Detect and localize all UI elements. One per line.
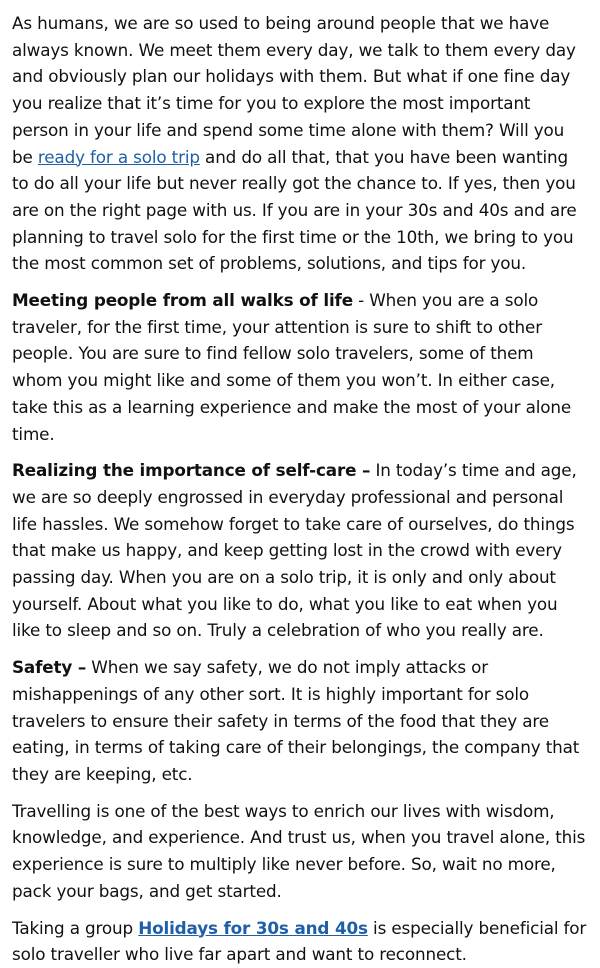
intro-text-before: As humans, we are so used to being around people that we have always known. We meet them every day, we talk to them every day and obviously plan our holidays with them. But what if one fine day you realize that it’s time for you to explore the most important person in your life and spend some time alone with them? Will you be <box>12 13 576 167</box>
section-self-care <box>12 457 588 644</box>
section-heading: Safety – <box>12 657 87 678</box>
section-heading: Realizing the importance of self-care – <box>12 460 371 481</box>
travelling-paragraph: Travelling is one of the best ways to enrich our lives with wisdom, knowledge, and experience. And trust us, when you travel alone, this experience is sure to multiply like never before. So, wait no more, pack your bags, and get started. <box>12 800 586 901</box>
intro-paragraph <box>12 10 588 277</box>
intro-text-after: and do all that, that you have been wanting to do all your life but never really got the chance to. If yes, then you are on the right page with us. If you are in your 30s and 40s and are planning to travel solo for the first time or the 10th, we bring to you the most common set of problems, solutions, and tips for you. <box>12 146 577 274</box>
closing-text-before: Taking a group <box>12 917 139 938</box>
holidays-30s-40s-link[interactable]: Holidays for 30s and 40s <box>138 917 368 938</box>
section-meeting-people <box>12 287 588 447</box>
closing-paragraph <box>12 915 588 968</box>
section-body: In today’s time and age, we are so deeply engrossed in everyday professional and personal life hassles. We somehow forget to take care of ourselves, do things that make us happy, and keep getting lost in the crowd with every passing day. When you are on a solo trip, it is only and only about yourself. About what you like to do, what you like to eat when you like to sleep and so on. Truly a celebration of who you really are. <box>12 460 577 641</box>
section-body: When you are a solo traveler, for the first time, your attention is sure to shift to other people. You are sure to find fellow solo travelers, some of them whom you might like and some of them you won’t. In either case, take this as a learning experience and make the most of your alone time. <box>12 290 572 444</box>
closing-text-after: is especially beneficial for solo traveller who live far apart and want to reconnect. <box>12 917 587 965</box>
solo-trip-link[interactable]: ready for a solo trip <box>37 146 200 167</box>
section-body: When we say safety, we do not imply attacks or mishappenings of any other sort. It is highly important for solo travelers to ensure their safety in terms of the food that they are eating, in terms of taking care of their belongings, the company that they are keeping, etc. <box>12 657 580 784</box>
section-safety <box>12 654 588 788</box>
section-separator: - <box>352 290 370 311</box>
section-heading: Meeting people from all walks of life <box>12 290 353 311</box>
